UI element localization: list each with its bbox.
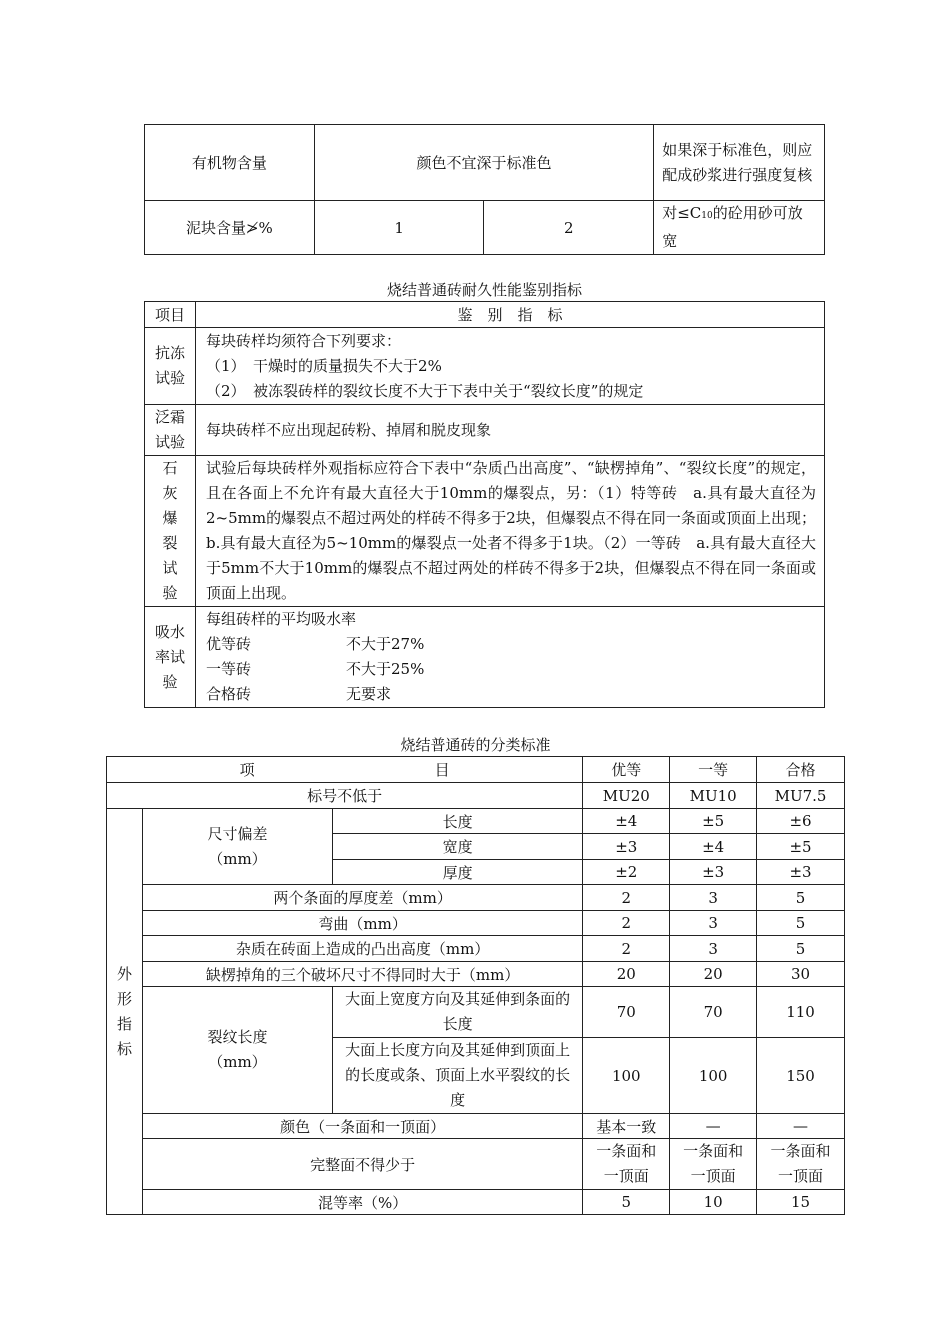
row-label: 吸水率试验	[145, 607, 196, 708]
table-row: 宽度 ±3 ±4 ±5	[107, 834, 845, 860]
group-label: 外形指标	[107, 809, 143, 1215]
row-label: 泛霜试验	[145, 405, 196, 456]
row-note: 如果深于标准色，则应配成砂浆进行强度复核	[654, 125, 825, 201]
row-content: 每组砖样的平均吸水率 优等砖 不大于27% 一等砖 不大于25% 合格砖 无要求	[195, 607, 824, 708]
table-durability	[144, 301, 825, 708]
table-row: 混等率（%） 5 10 15	[107, 1190, 845, 1215]
row-label: 抗冻试验	[145, 328, 196, 405]
table-row: 完整面不得少于 一条面和一顶面 一条面和一顶面 一条面和一顶面	[107, 1139, 845, 1190]
header-criteria: 鉴 别 指 标	[195, 302, 824, 328]
row-label: 有机物含量	[145, 125, 315, 201]
table-row	[145, 328, 825, 405]
header-item: 项目	[145, 302, 196, 328]
table-header-row	[145, 302, 825, 328]
header-grade: 优等	[583, 757, 670, 783]
table-row	[145, 125, 825, 201]
classification-table-caption: 烧结普通砖的分类标准	[400, 736, 551, 754]
header-grade: 一等	[670, 757, 757, 783]
table-sand-quality	[144, 124, 825, 255]
table-row: 外形指标 尺寸偏差（mm） 长度 ±4 ±5 ±6	[107, 809, 845, 834]
table-header-row	[107, 757, 845, 783]
row-value: 2	[484, 201, 654, 255]
row-content: 试验后每块砖样外观指标应符合下表中“杂质凸出高度”、“缺楞掉角”、“裂纹长度”的规定，且在各面上不允许有最大直径大于10mm的爆裂点，另：（1）特等砖 a.具有最大直径为2~5mm的爆裂点不超过两处的样砖不得多于2块，但爆裂点不得在同一条面或顶面上出现；b.具有最大直径为5~10mm的爆裂点一处者不得多于1块。（2）一等砖 a.具有最大直径大于5mm不大于10mm的爆裂点不超过两处的样砖不得多于2块，但爆裂点不得在同一条面或顶面上出现。	[195, 456, 824, 607]
table-row: 裂纹长度（mm） 大面上宽度方向及其延伸到条面的长度 70 70 110	[107, 987, 845, 1038]
table-row	[145, 607, 825, 708]
row-label: 泥块含量≯%	[145, 201, 315, 255]
row-value: 颜色不宜深于标准色	[314, 125, 653, 201]
table-row: 弯曲（mm） 2 3 5	[107, 911, 845, 936]
crack-length-label: 裂纹长度（mm）	[142, 987, 332, 1114]
row-label: 石灰爆裂试验	[145, 456, 196, 607]
row-content: 每块砖样不应出现起砖粉、掉屑和脱皮现象	[195, 405, 824, 456]
table-row: 两个条面的厚度差（mm） 2 3 5	[107, 885, 845, 911]
table-row	[145, 405, 825, 456]
table-classification	[106, 756, 845, 1215]
row-value: 1	[314, 201, 484, 255]
header-item: 项 目	[107, 757, 583, 783]
size-deviation-label: 尺寸偏差（mm）	[142, 809, 332, 885]
row-content: 每块砖样均须符合下列要求： （1） 干燥时的质量损失不大于2% （2） 被冻裂砖样的裂纹长度不大于下表中关于“裂纹长度”的规定	[195, 328, 824, 405]
durability-table-caption: 烧结普通砖耐久性能鉴别指标	[386, 281, 582, 299]
table-row	[145, 201, 825, 255]
table-row: 大面上长度方向及其延伸到顶面上的长度或条、顶面上水平裂纹的长度 100 100 150	[107, 1038, 845, 1114]
table-row: 标号不低于 MU20 MU10 MU7.5	[107, 783, 845, 809]
table-row: 杂质在砖面上造成的凸出高度（mm） 2 3 5	[107, 936, 845, 962]
row-note: 对≤C10的砼用砂可放宽	[654, 201, 825, 255]
table-row: 厚度 ±2 ±3 ±3	[107, 860, 845, 885]
table-row: 缺楞掉角的三个破坏尺寸不得同时大于（mm） 20 20 30	[107, 962, 845, 987]
header-grade: 合格	[757, 757, 845, 783]
table-row: 颜色（一条面和一顶面） 基本一致 — —	[107, 1114, 845, 1139]
table-row	[145, 456, 825, 607]
